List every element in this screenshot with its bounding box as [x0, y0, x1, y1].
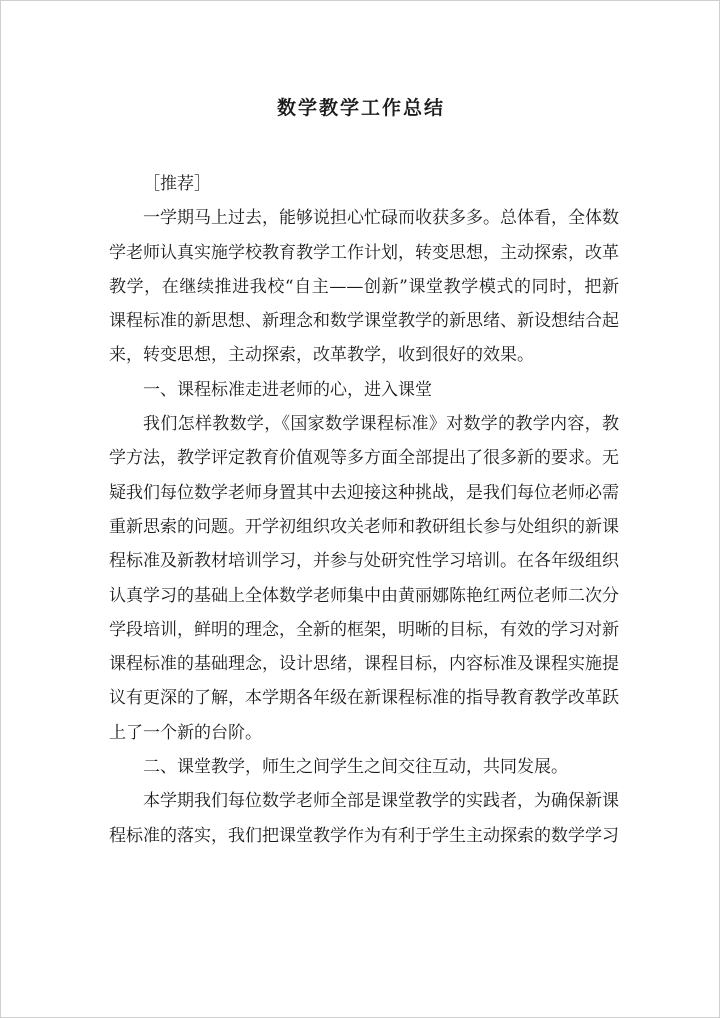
paragraph-intro: 一学期马上过去，能够说担心忙碌而收获多多。总体看，全体数学老师认真实施学校教育教学工作计划，转变思想，主动探索，改革教学，在继续推进我校“自主——创新”课堂教学模式的同时，把新课程标准的新思想、新理念和数学课堂教学的新思绪、新设想结合起来，转变思想，主动探索，改革教学，收到很好的效果。: [109, 208, 619, 366]
paragraph-section-2: 本学期我们每位数学老师全部是课堂教学的实践者，为确保新课程标准的落实，我们把课堂教学作为有利于学生主动探索的数学学习: [109, 791, 619, 846]
document-body: [109, 167, 619, 853]
paragraph-recommend-tag: ［推荐］: [143, 174, 211, 194]
section-heading-2: 二、课堂教学，师生之间学生之间交往互动，共同发展。: [143, 757, 568, 778]
document-title: 数学教学工作总结: [276, 97, 445, 119]
section-heading-1: 一、课程标准走进老师的心，进入课堂: [143, 379, 432, 400]
paragraph-section-1: 我们怎样教数学，《国家数学课程标准》对数学的教学内容，教学方法，教学评定教育价值观等多方面全部提出了很多新的要求。无疑我们每位数学老师身置其中去迎接这种挑战，是我们每位老师必需重新思索的问题。开学初组织攻关老师和教研组长参与处组织的新课程标准及新教材培训学习，并参与处研究性学习培训。在各年级组织认真学习的基础上全体数学老师集中由黄丽娜陈艳红两位老师二次分学段培训，鲜明的理念，全新的框架，明晰的目标，有效的学习对新课程标准的基础理念，设计思绪，课程目标，内容标准及课程实施提议有更深的了解，本学期各年级在新课程标准的指导教育教学改革跃上了一个新的台阶。: [109, 414, 619, 743]
